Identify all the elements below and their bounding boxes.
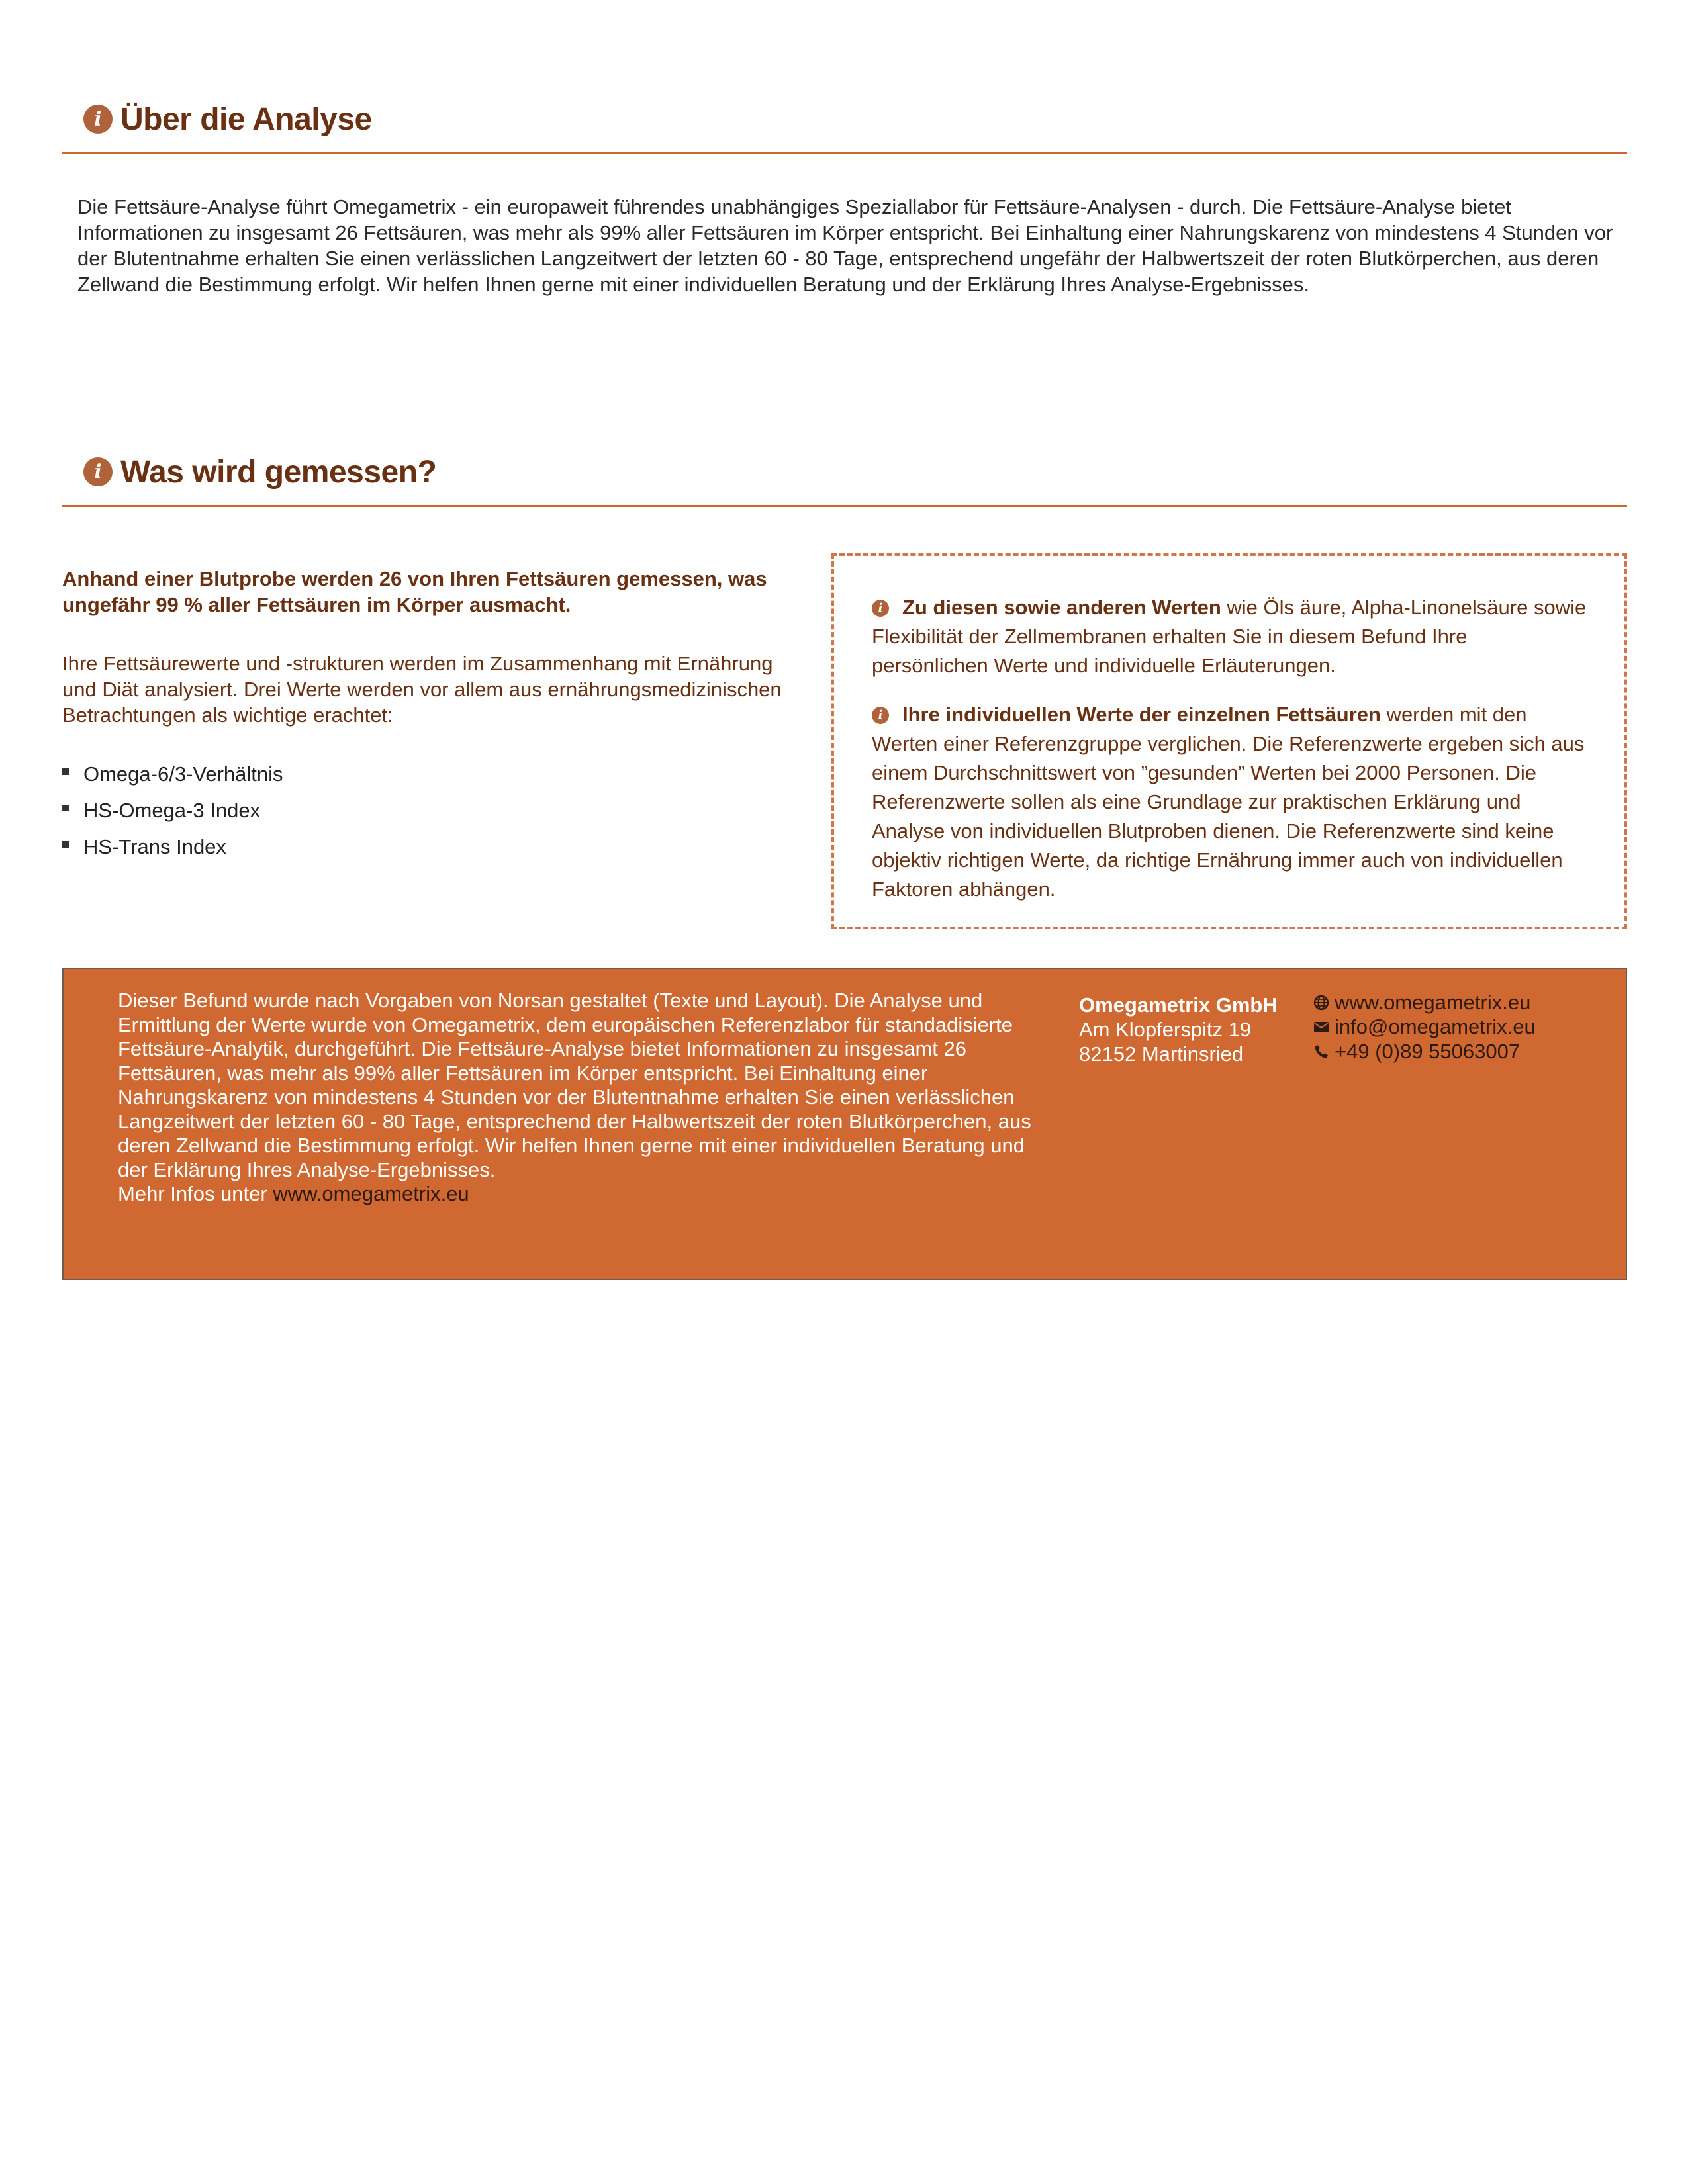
footer-disclaimer	[118, 989, 1031, 1206]
more-info-label: Mehr Infos unter	[118, 1182, 273, 1205]
envelope-icon	[1313, 1019, 1329, 1035]
contact-web-text: www.omegametrix.eu	[1335, 991, 1531, 1014]
list-item-label: Omega-6/3-Verhältnis	[83, 762, 283, 786]
bullet-square-icon	[62, 768, 69, 775]
lead-text: Anhand einer Blutprobe werden 26 von Ihren Fettsäuren gemessen, was ungefähr 99 % aller Fettsäuren im Körper ausmacht.	[62, 567, 767, 616]
bullet-square-icon	[62, 805, 69, 811]
info-paragraph-bold: Zu diesen sowie anderen Werten	[902, 596, 1221, 619]
contact-email[interactable]	[1313, 1015, 1536, 1039]
globe-icon	[1313, 995, 1329, 1011]
about-analysis-text: Die Fettsäure-Analyse führt Omegametrix - ein europaweit führendes unabhängiges Speziallabor für Fettsäure-Analysen - durch. Die Fettsäure-Analyse bietet Informationen zu insgesamt 26 Fettsäuren, was mehr als 99% aller Fettsäuren im Körper entspricht. Bei Einhaltung einer Nahrungskarenz von mindestens 4 Stunden vor der Blutentnahme erhalten Sie einen verlässlichen Langzeitwert der letzten 60 - 80 Tage, entsprechend ungefähr der Halbwertszeit der roten Blutkörperchen, aus deren Zellwand die Bestimmung erfolgt. Wir helfen Ihnen gerne mit einer individuellen Beratung und der Erklärung Ihres Analyse-Ergebnisses.	[77, 195, 1613, 296]
section-title: Über die Analyse	[120, 101, 372, 137]
bullet-square-icon	[62, 841, 69, 848]
list-item	[62, 756, 790, 792]
company-name: Omegametrix GmbH	[1079, 993, 1278, 1017]
list-item	[62, 792, 790, 829]
info-paragraph-text: wie Öls äure, Alpha-Linonelsäure sowie Flexibilität der Zellmembranen erhalten Sie in diesem Befund Ihre persönlichen Werte und individuelle Erläuterungen.	[872, 596, 1587, 677]
section-header-about	[62, 86, 1627, 154]
measured-paragraph: Ihre Fettsäurewerte und -strukturen werden im Zusammenhang mit Ernährung und Diät analysiert. Drei Werte werden vor allem aus ernährungsmedizinischen Betrachtungen als wichtige erachtet:	[62, 652, 782, 727]
list-item-label: HS-Omega-3 Index	[83, 799, 261, 822]
info-paragraph	[872, 700, 1587, 904]
list-item	[62, 829, 790, 865]
info-box	[831, 553, 1627, 929]
info-paragraph	[872, 593, 1587, 680]
company-city: 82152 Martinsried	[1079, 1042, 1244, 1066]
contact-email-text: info@omegametrix.eu	[1335, 1015, 1536, 1038]
contact-web[interactable]	[1313, 990, 1536, 1015]
footer-text: Dieser Befund wurde nach Vorgaben von Norsan gestaltet (Texte und Layout). Die Analyse und Ermittlung der Werte wurde von Omegametrix, dem europäischen Referenzlabor für standadisierte Fettsäure-Analytik, durchgeführt. Die Fettsäure-Analyse bietet Informationen zu insgesamt 26 Fettsäuren, was mehr als 99% aller Fettsäuren im Körper entspricht. Bei Einhaltung einer Nahrungskarenz von mindestens 4 Stunden vor der Blutentnahme erhalten Sie einen verlässlichen Langzeitwert der letzten 60 - 80 Tage, entsprechend der Halbwertszeit der roten Blutkörperchen, aus deren Zellwand die Bestimmung erfolgt. Wir helfen Ihnen gerne mit einer individuellen Beratung und der Erklärung Ihres Analyse-Ergebnisses.	[118, 989, 1031, 1181]
info-circle-icon: i	[83, 457, 113, 486]
section-header-measured	[62, 439, 1627, 507]
info-circle-icon: i	[83, 105, 113, 134]
info-circle-icon: i	[872, 707, 889, 724]
footer	[62, 968, 1627, 1280]
info-paragraph-text: werden mit den Werten einer Referenzgruppe verglichen. Die Referenzwerte ergeben sich aus einem Durchschnittswert von ”gesunden” Werten bei 2000 Personen. Die Referenzwerte sollen als eine Grundlage zur praktischen Erklärung und Analyse von individuellen Blutproben dienen. Die Referenzwerte sind keine objektiv richtigen Werte, da richtige Ernährung immer auch von individuellen Faktoren abhängen.	[872, 703, 1585, 901]
company-address	[1079, 993, 1278, 1066]
section-title: Was wird gemessen?	[120, 454, 437, 490]
info-paragraph-bold: Ihre individuellen Werte der einzelnen Fettsäuren	[902, 703, 1381, 726]
contact-phone[interactable]	[1313, 1039, 1536, 1064]
contact-info	[1313, 990, 1536, 1064]
company-street: Am Klopferspitz 19	[1079, 1018, 1252, 1041]
info-circle-icon: i	[872, 600, 889, 617]
more-info-link[interactable]: www.omegametrix.eu	[273, 1182, 469, 1205]
contact-phone-text: +49 (0)89 55063007	[1335, 1040, 1521, 1063]
list-item-label: HS-Trans Index	[83, 835, 226, 858]
phone-icon	[1313, 1044, 1329, 1060]
key-values-list	[62, 756, 790, 865]
measured-left-column	[62, 566, 790, 865]
